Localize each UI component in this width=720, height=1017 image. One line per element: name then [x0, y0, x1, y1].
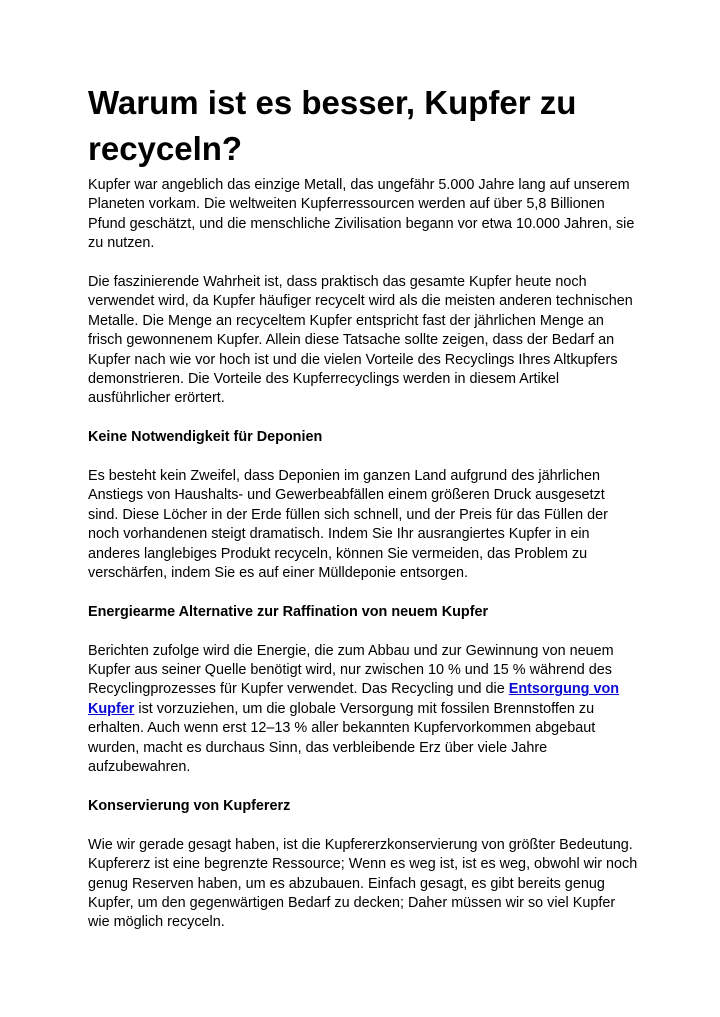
spacer [88, 816, 638, 835]
copper-disposal-link[interactable]: Entsorgung von Kupfer [88, 681, 620, 717]
intro-paragraph: Kupfer war angeblich das einzige Metall, das ungefähr 5.000 Jahre lang auf unserem Planeten vorkam. Die weltweiten Kupferressourcen werden auf über 5,8 Billionen Pfund geschätzt, und die menschliche Zivilisation begann vor etwa 10.000 Jahren, sie zu nutzen. [88, 177, 635, 252]
energy-text-after: ist vorzuziehen, um die globale Versorgung mit fossilen Brennstoffen zu erhalten. Auch wenn erst 12–13 % aller bekannten Kupfervorkommen abgebaut wurden, macht es durchaus Sinn, das verbleibende Erz über viele Jahre aufzubewahren. [88, 700, 596, 776]
article-title: Warum ist es besser, Kupfer zu recyceln? [88, 84, 577, 167]
truth-paragraph: Die faszinierende Wahrheit ist, dass praktisch das gesamte Kupfer heute noch verwendet wird, da Kupfer häufiger recycelt wird als die meisten anderen technischen Metalle. Die Menge an recyceltem Kupfer entspricht fast der jährlichen Menge an frisch gewonnenem Kupfer. Allein diese Tatsache sollte zeigen, dass der Bedarf an Kupfer nach wie vor hoch ist und die vielen Vorteile des Recyclings Ihres Altkupfers demonstrieren. Die Vorteile des Kupferrecyclings werden in diesem Artikel ausführlicher erörtert. [88, 274, 633, 407]
heading-ore-conservation: Konservierung von Kupfererz [88, 797, 291, 814]
conservation-paragraph: Wie wir gerade gesagt haben, ist die Kupfererzkonservierung von größter Bedeutung. Kupfererz ist eine begrenzte Ressource; Wenn es weg ist, ist es weg, obwohl wir noch genug Reserven haben, um es abzubauen. Einfach gesagt, es gibt bereits genug Kupfer, um den gegenwärtigen Bedarf zu decken; Daher müssen wir so viel Kupfer wie möglich recyceln. [88, 836, 638, 931]
spacer [88, 409, 638, 428]
energy-text-before: Berichten zufolge wird die Energie, die zum Abbau und zur Gewinnung von neuem Kupfer aus seiner Quelle benötigt wird, nur zwischen 10 % und 15 % während des Recyclingprozesses für Kupfer verwendet. Das Recycling und die [88, 642, 614, 698]
heading-low-energy: Energiearme Alternative zur Raffination von neuem Kupfer [88, 603, 489, 620]
spacer [88, 254, 638, 273]
spacer [88, 583, 638, 602]
energy-paragraph [88, 642, 638, 778]
spacer [88, 448, 638, 467]
spacer [88, 778, 638, 797]
document-page [88, 80, 638, 933]
heading-no-landfills: Keine Notwendigkeit für Deponien [88, 429, 323, 446]
landfill-paragraph: Es besteht kein Zweifel, dass Deponien im ganzen Land aufgrund des jährlichen Anstiegs von Haushalts- und Gewerbeabfällen einem größeren Druck ausgesetzt sind. Diese Löcher in der Erde füllen sich schnell, und der Preis für das Füllen der noch vorhandenen steigt dramatisch. Indem Sie Ihr ausrangiertes Kupfer in ein anderes langlebiges Produkt recyceln, können Sie vermeiden, das Problem zu verschärfen, indem Sie es auf einer Mülldeponie entsorgen. [88, 468, 608, 582]
spacer [88, 622, 638, 641]
